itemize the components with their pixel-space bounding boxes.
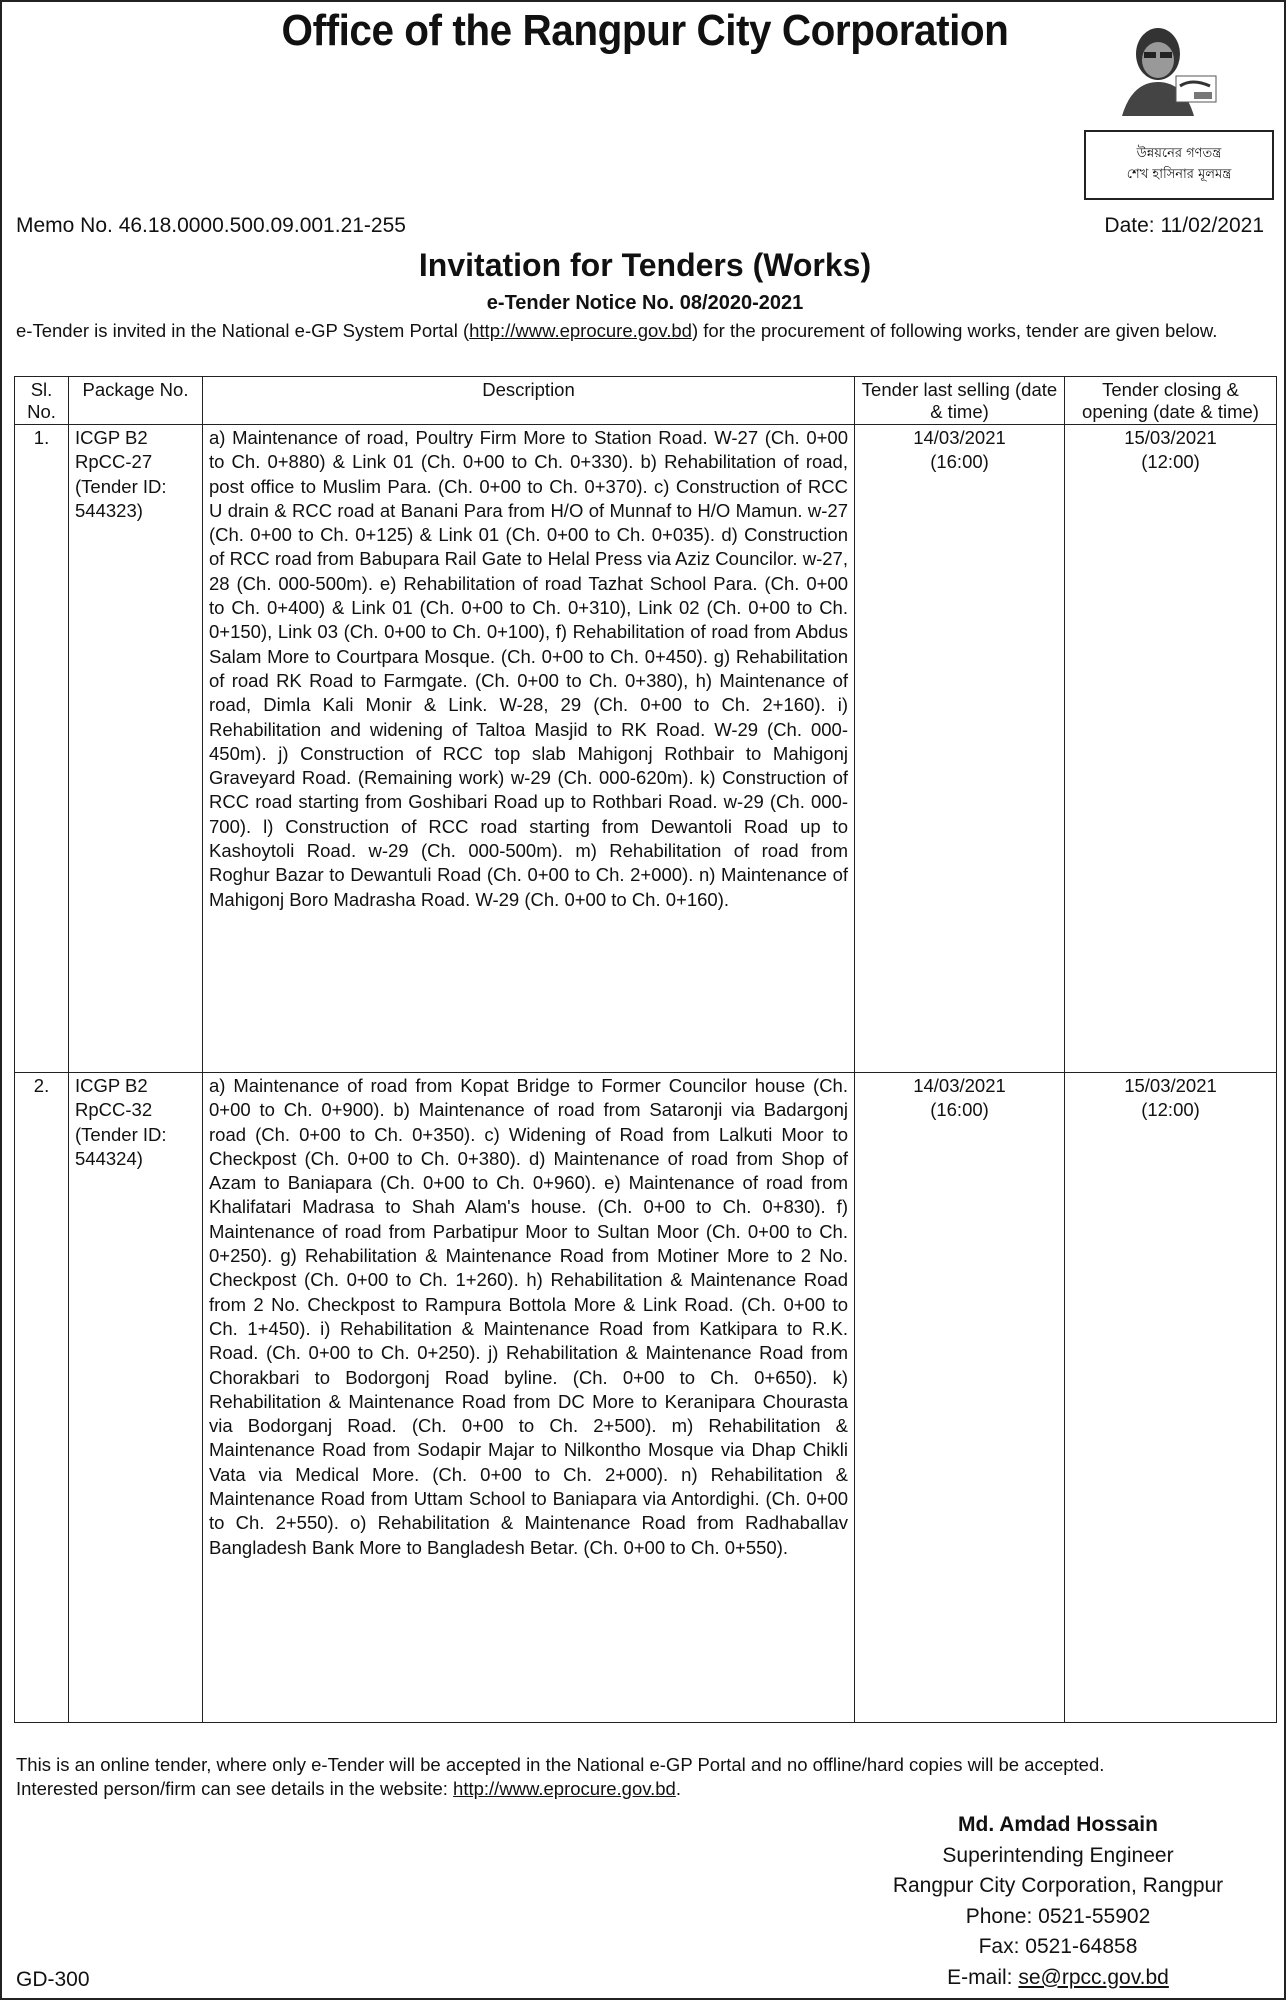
memo-number: Memo No. 46.18.0000.500.09.001.21-255 (16, 214, 406, 237)
table-header-row (15, 377, 1277, 425)
table-row (15, 425, 1277, 1073)
intro-text-before: e-Tender is invited in the National e-GP System Portal ( (16, 320, 470, 341)
row-closing-datetime (1065, 425, 1277, 1073)
notice-heading: Invitation for Tenders (Works) (418, 247, 872, 283)
notice-number: e-Tender Notice No. 08/2020-2021 (486, 292, 804, 314)
footer-eprocure-link[interactable]: http://www.eprocure.gov.bd (453, 1778, 676, 1799)
footer-note (16, 1753, 1270, 1801)
footer-note-line-1: This is an online tender, where only e-Tender will be accepted in the National e-GP Portal and no offline/hard copies will be accepted. (16, 1754, 1105, 1775)
tender-table (14, 376, 1277, 1723)
slogan-line-2: শেখ হাসিনার মূলমন্ত্র (1126, 167, 1232, 182)
office-title: Office of the Rangpur City Corporation (281, 6, 1009, 55)
col-header-package: Package No. (69, 377, 203, 425)
footer-note-period: . (675, 1778, 681, 1799)
col-header-description: Description (203, 377, 855, 425)
email-link[interactable]: se@rpcc.gov.bd (1018, 1965, 1169, 1989)
row-description: a) Maintenance of road, Poultry Firm More to Station Road. W-27 (Ch. 0+00 to Ch. 0+880) & Link 01 (Ch. 0+00 to Ch. 0+330). b) Rehabilitation of road, post office to Muslim Para. (Ch. 0+00 to Ch. 0+370). c) Construction of RCC U drain & RCC road at Banani Para from H/O of Munnaf to H/O Mamun. w-27 (Ch. 0+00 to Ch. 0+125) & Link 01 (Ch. 0+00 to Ch. 0+035). d) Construction of RCC road from Babupara Rail Gate to Helal Press via Aziz Councilor. w-27, 28 (Ch. 000-500m). e) Rehabilitation of road Tazhat School Para. (Ch. 0+00 to Ch. 0+400) & Link 01 (Ch. 0+00 to Ch. 0+310), Link 02 (Ch. 0+00 to Ch. 0+150), Link 03 (Ch. 0+00 to Ch. 0+100), f) Rehabilitation of road from Abdus Salam More to Courtpara Mosque. (Ch. 0+00 to Ch. 0+450). g) Rehabilitation of road RK Road to Farmgate. (Ch. 0+00 to Ch. 0+380), h) Maintenance of road, Dimla Kali Monir & Link. W-28, 29 (Ch. 0+00 to Ch. 2+160). i) Rehabilitation and widening of Taltoa Masjid to RK Road. W-29 (Ch. 000-450m). j) Construction of RCC top slab Mahigonj Rothbair to Mahigonj Graveyard Road. (Remaining work) w-29 (Ch. 000-620m). k) Construction of RCC road starting from Goshibari Road up to Rothbari Road. w-29 (Ch. 000-700). l) Construction of RCC road starting from Dewantoli Road up to Kashoytoli Road. w-29 (Ch. 000-500m). m) Rehabilitation of road from Roghur Bazar to Dewantuli Road (Ch. 0+00 to Ch. 2+000). n) Maintenance of Mahigonj Boro Madrasha Road. W-29 (Ch. 0+00 to Ch. 0+160). (203, 425, 855, 1073)
slogan-box (1084, 130, 1274, 200)
email-label: E-mail: (947, 1965, 1019, 1989)
intro-text-after: ) for the procurement of following works, tender are given below. (691, 320, 1218, 341)
row-selling-datetime (855, 425, 1065, 1073)
slogan-line-1: উন্নয়নের গণতন্ত্র (1136, 146, 1222, 162)
table-row (15, 1073, 1277, 1723)
signatory-office: Rangpur City Corporation, Rangpur (892, 1874, 1224, 1897)
intro-paragraph (16, 320, 1270, 342)
footer-note-line-2 (16, 1777, 1270, 1801)
selling-time: (16:00) (930, 451, 989, 473)
row-description: a) Maintenance of road from Kopat Bridge to Former Councilor house (Ch. 0+00 to Ch. 0+900). b) Maintenance of road from Sataronji via Badargonj road (Ch. 0+00 to Ch. 0+350). c) Widening of Road from Lalkuti Moor to Checkpost (Ch. 0+00 to Ch. 0+380). d) Maintenance of road from Shop of Azam to Baniapara (Ch. 0+00 to Ch. 0+960). e) Maintenance of road from Khalifatari Madrasa to Shah Alam's house. (Ch. 0+00 to Ch. 0+830). f) Maintenance of road from Parbatipur Moor to Sultan Moor (Ch. 0+00 to Ch. 0+250). g) Rehabilitation & Maintenance Road from Motiner More to 2 No. Checkpost (Ch. 0+00 to Ch. 1+260). h) Rehabilitation & Maintenance Road from 2 No. Checkpost to Rampura Bottola More & Link Road. (Ch. 0+00 to Ch. 1+450). i) Rehabilitation & Maintenance Road from Katkipara to R.K. Road. (Ch. 0+00 to Ch. 0+250). j) Rehabilitation & Maintenance Road from Chorakbari to Bodorgonj Road byline. (Ch. 0+00 to Ch. 0+650). k) Rehabilitation & Maintenance Road from DC More to Keranipara Chourasta via Bodorganj Road. (Ch. 0+00 to Ch. 2+500). m) Rehabilitation & Maintenance Road from Sodapir Majar to Nilkontho Mosque via Dhap Chikli Vata via Medical More. (Ch. 0+00 to Ch. 2+000). n) Rehabilitation & Maintenance Road from Uttam School to Baniapara via Antordighi. (Ch. 0+00 to Ch. 2+550). o) Rehabilitation & Maintenance Road from Radhaballav Bangladesh Bank More to Bangladesh Betar. (Ch. 0+00 to Ch. 0+550). (203, 1073, 855, 1723)
row-sl: 1. (15, 425, 69, 1073)
closing-date: 15/03/2021 (1124, 427, 1217, 448)
col-header-closing: Tender closing & opening (date & time) (1065, 377, 1277, 425)
memo-row (16, 214, 1264, 238)
memo-date: Date: 11/02/2021 (1104, 214, 1264, 237)
closing-date: 15/03/2021 (1124, 1075, 1217, 1096)
gd-code: GD-300 (16, 1968, 90, 1991)
selling-date: 14/03/2021 (913, 427, 1006, 448)
eprocure-link[interactable]: http://www.eprocure.gov.bd (469, 320, 692, 341)
col-header-sl: Sl. No. (15, 377, 69, 425)
selling-time: (16:00) (930, 1099, 989, 1121)
row-selling-datetime (855, 1073, 1065, 1723)
signatory-name: Md. Amdad Hossain (958, 1813, 1158, 1836)
closing-time: (12:00) (1141, 451, 1200, 473)
signatory-phone: Phone: 0521-55902 (965, 1904, 1151, 1928)
row-sl: 2. (15, 1073, 69, 1723)
row-closing-datetime (1065, 1073, 1277, 1723)
closing-time: (12:00) (1141, 1099, 1200, 1121)
signatory-fax: Fax: 0521-64858 (978, 1935, 1138, 1958)
selling-date: 14/03/2021 (913, 1075, 1006, 1096)
col-header-selling: Tender last selling (date & time) (855, 377, 1065, 425)
row-package: ICGP B2 RpCC-27 (Tender ID: 544323) (69, 425, 203, 1073)
leader-portrait-logo (1102, 16, 1234, 116)
row-package: ICGP B2 RpCC-32 (Tender ID: 544324) (69, 1073, 203, 1723)
signature-block (828, 1810, 1286, 1993)
signatory-email-line (828, 1963, 1286, 1994)
signatory-designation: Superintending Engineer (942, 1843, 1174, 1867)
footer-note-text: Interested person/firm can see details in the website: (16, 1778, 454, 1799)
